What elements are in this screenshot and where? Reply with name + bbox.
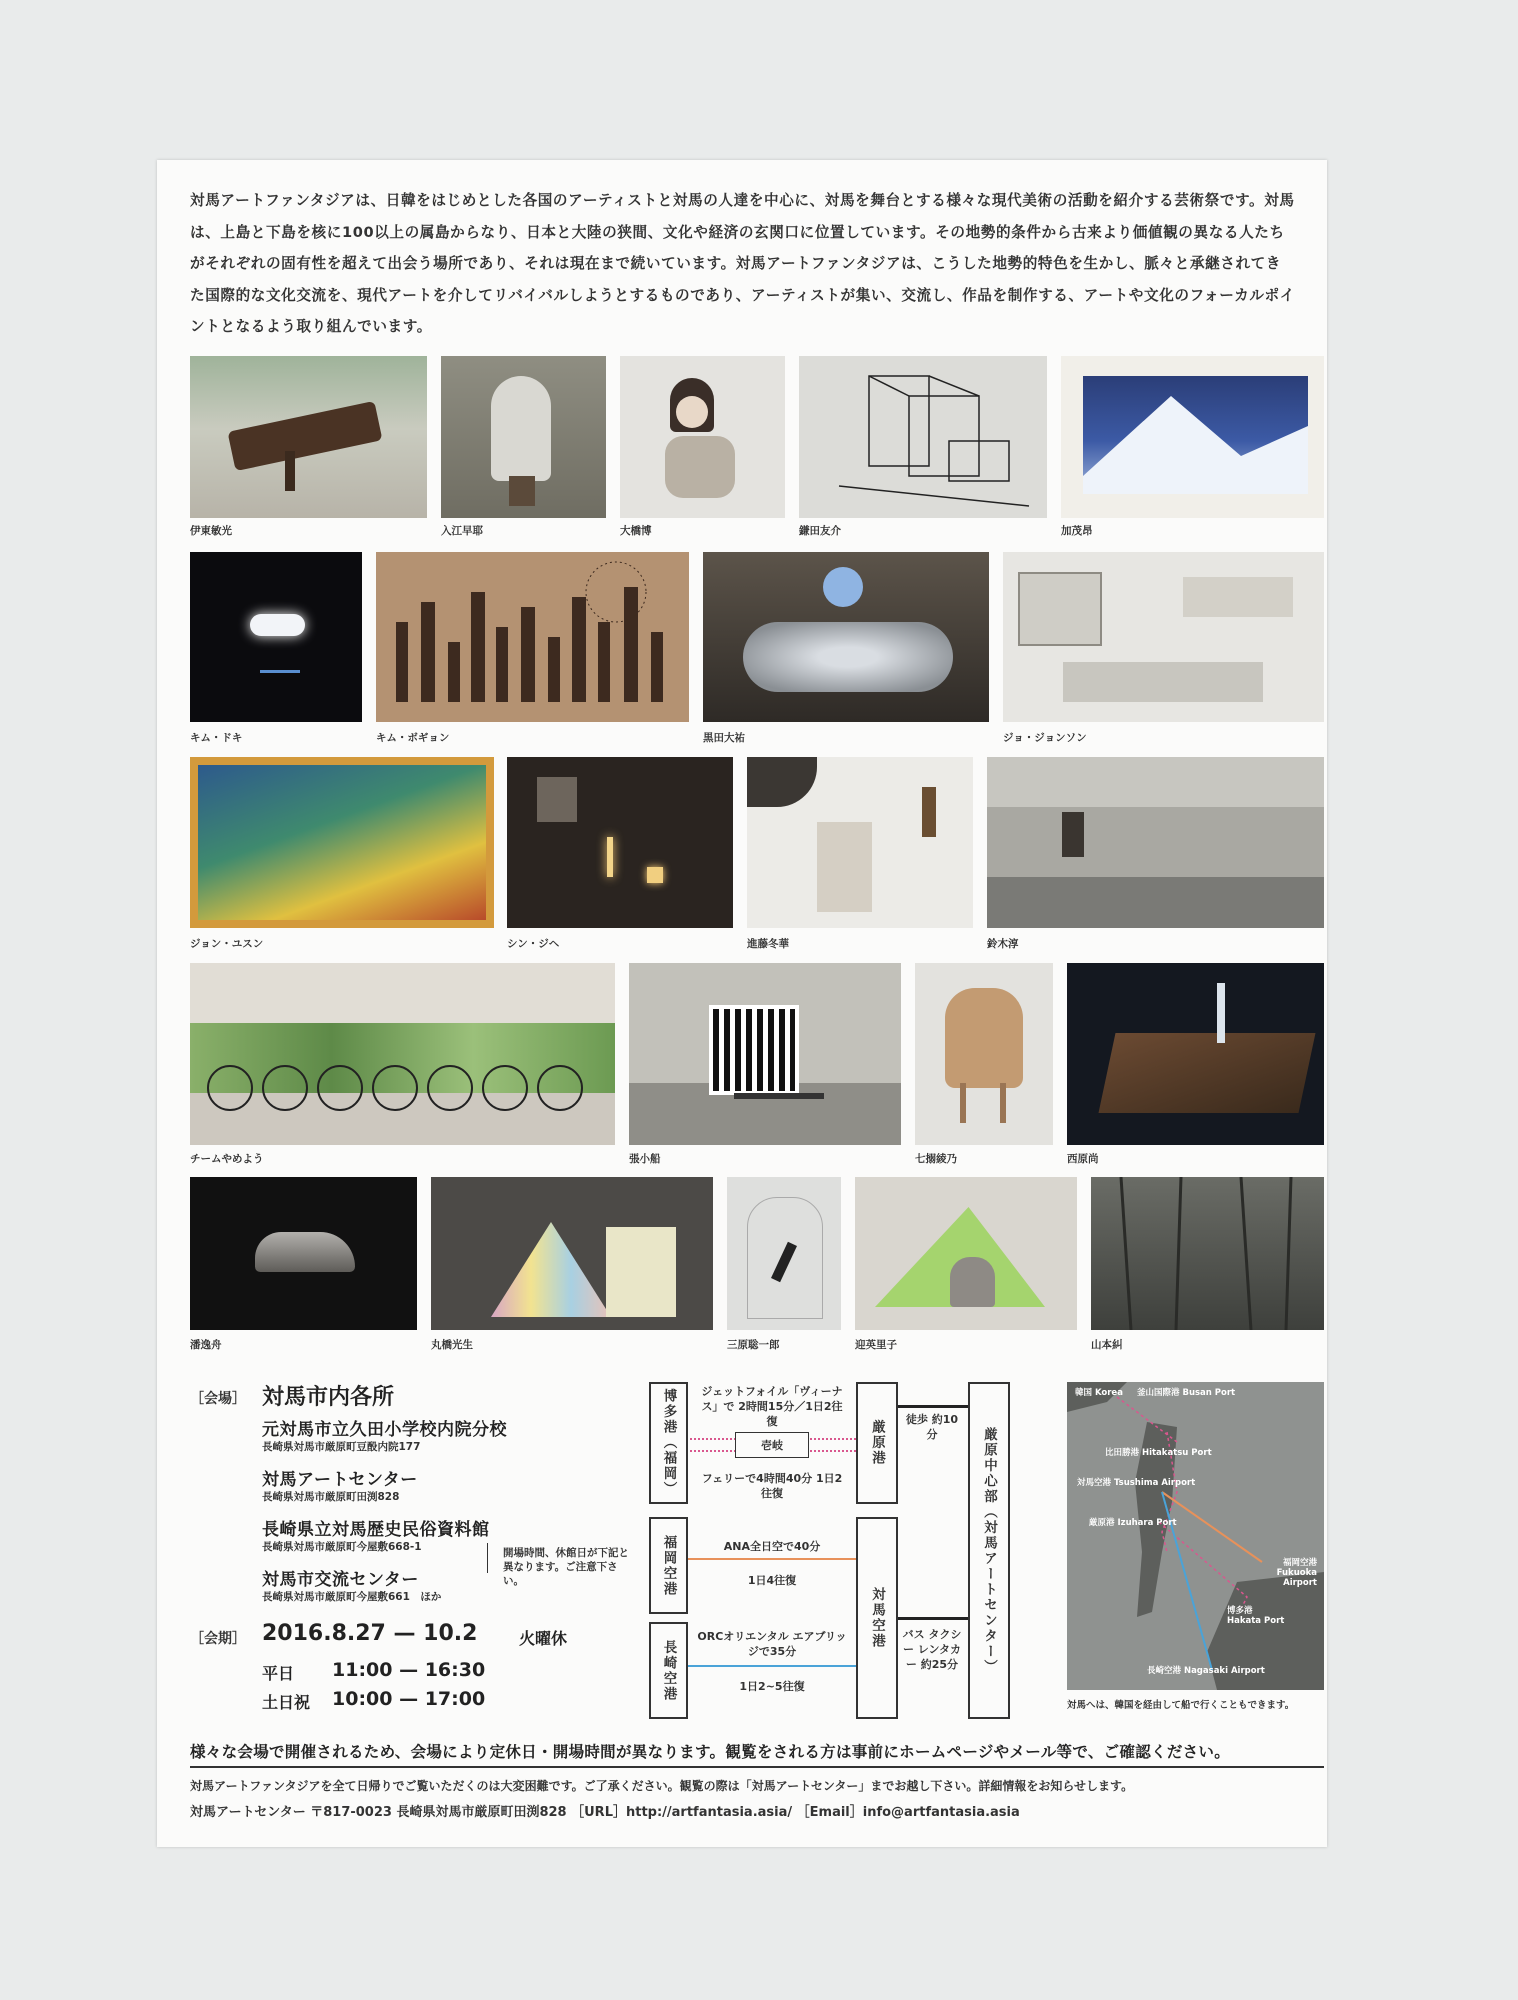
holiday-hours: 10:00 — 17:00 — [332, 1688, 486, 1710]
period-label: ［会期］ — [190, 1631, 246, 1647]
artist-caption: 潘逸舟 — [190, 1339, 222, 1351]
artwork-photo — [703, 552, 989, 722]
weekday-label: 平日 — [262, 1664, 295, 1683]
artist-caption: 伊東敏光 — [190, 525, 232, 537]
artist-caption: キム・ドキ — [190, 732, 243, 744]
jetfoil-info: ジェットフォイル「ヴィーナス」で 2時間15分／1日2往復 — [701, 1385, 843, 1428]
artwork-photo — [190, 552, 362, 722]
izuhara-center-box: 厳原中心部（対馬アートセンター） — [968, 1382, 1010, 1719]
fukuoka-airport-box: 福岡空港 — [649, 1517, 688, 1614]
period-dates: 2016.8.27 — 10.2 — [262, 1621, 478, 1646]
artwork-photo — [376, 552, 689, 722]
orc-frequency: 1日2~5往復 — [739, 1680, 805, 1693]
artwork-photo — [1067, 963, 1324, 1145]
artwork-photo — [855, 1177, 1077, 1330]
artist-caption: 黒田大祐 — [703, 732, 745, 744]
divider — [190, 1766, 1324, 1768]
venue-address: 長崎県対馬市厳原町田渕828 — [262, 1491, 400, 1503]
artist-caption: キム・ボギョン — [376, 732, 450, 744]
artist-caption: ジョン・ユスン — [190, 938, 264, 950]
iki-island-box: 壱岐 — [735, 1432, 809, 1458]
artwork-photo — [190, 963, 615, 1145]
access-map — [1067, 1382, 1324, 1690]
map-label-tsushima-airport: 対馬空港 Tsushima Airport — [1077, 1478, 1196, 1488]
artwork-photo — [441, 356, 606, 518]
artist-caption: 加茂昂 — [1061, 525, 1093, 537]
artist-caption: 七搦綾乃 — [915, 1153, 957, 1165]
tsushima-airport-box: 対馬空港 — [856, 1517, 898, 1719]
venue-address: 長崎県対馬市厳原町今屋敷661 ほか — [262, 1591, 442, 1603]
artist-caption: ジョ・ジョンソン — [1003, 732, 1087, 744]
artwork-photo — [987, 757, 1324, 928]
map-label-korea: 韓国 Korea — [1075, 1388, 1123, 1398]
venue-address: 長崎県対馬市厳原町今屋敷668-1 — [262, 1541, 422, 1553]
artist-caption: 鎌田友介 — [799, 525, 841, 537]
artist-caption: 三原聡一郎 — [727, 1339, 780, 1351]
footer-note: 対馬アートファンタジアを全て日帰りでご覧いただくのは大変困難です。ご了承ください。観覧の際は「対馬アートセンター」までお越し下さい。詳細情報をお知らせします。 — [190, 1779, 1134, 1793]
artwork-photo — [629, 963, 901, 1145]
artist-caption: 丸橋光生 — [431, 1339, 473, 1351]
venue-bracket — [477, 1543, 488, 1573]
ferry-info: フェリーで4時間40分 1日2往復 — [701, 1472, 843, 1500]
artwork-photo — [431, 1177, 713, 1330]
venue-address: 長崎県対馬市厳原町豆酘内院177 — [262, 1441, 421, 1453]
artwork-photo — [1091, 1177, 1324, 1330]
artwork-photo — [190, 757, 494, 928]
intro-text: 対馬アートファンタジアは、日韓をはじめとした各国のアーティストと対馬の人達を中心に、対馬を舞台とする様々な現代美術の活動を紹介する芸術祭です。対馬は、上島と下島を核に100以上の属島からなり、日本と大陸の狭間、文化や経済の玄関口に位置しています。その地勢的条件から古来より価値観の異なる人たちがそれぞれの固有性を超えて出会う場所であり、それは現在まで続いています。対馬アートファンタジアは、こうした地勢的特色を生かし、脈々と承継されてきた国際的な文化交流を、現代アートを介してリバイバルしようとするものであり、アーティストが集い、交流し、作品を制作する、アートや文化のフォーカルポイントとなるよう取り組んでいます。 — [190, 192, 1295, 335]
orc-route-line — [686, 1665, 856, 1667]
venue-name: 対馬市交流センター — [262, 1570, 419, 1590]
nagasaki-airport-box: 長崎空港 — [649, 1622, 688, 1719]
venue-name: 対馬アートセンター — [262, 1470, 418, 1490]
artist-caption: 大橋博 — [620, 525, 652, 537]
venue-name: 長崎県立対馬歴史民俗資料館 — [262, 1520, 490, 1540]
artwork-photo — [799, 356, 1047, 518]
artwork-photo — [1061, 356, 1324, 518]
artwork-photo — [620, 356, 785, 518]
artwork-photo — [747, 757, 973, 928]
holiday-label: 土日祝 — [262, 1693, 311, 1712]
walk-route-line — [896, 1405, 968, 1408]
map-label-busan: 釜山国際港 Busan Port — [1137, 1388, 1236, 1398]
ana-info: ANA全日空で40分 — [723, 1540, 821, 1553]
weekday-hours: 11:00 — 16:30 — [332, 1659, 486, 1681]
bus-info: バス タクシー レンタカー 約25分 — [902, 1628, 962, 1671]
map-label-izuhara: 厳原港 Izuhara Port — [1089, 1518, 1177, 1528]
map-label-hitakatsu: 比田勝港 Hitakatsu Port — [1105, 1448, 1212, 1458]
footer-contact: 対馬アートセンター 〒817-0023 長崎県対馬市厳原町田渕828 ［URL］http://artfantasia.asia/ ［Email］info@artfantasia.asia — [190, 1805, 1020, 1820]
artwork-photo — [1003, 552, 1324, 722]
closed-day: 火曜休 — [519, 1629, 568, 1648]
hakata-port-box: 博多港（福岡） — [649, 1382, 688, 1504]
artwork-photo — [190, 356, 427, 518]
notice-text: 様々な会場で開催されるため、会場により定休日・開場時間が異なります。観覧をされる方は事前にホームページやメール等で、ご確認ください。 — [190, 1743, 1231, 1761]
map-caption: 対馬へは、韓国を経由して船で行くこともできます。 — [1067, 1700, 1295, 1711]
venue-name: 元対馬市立久田小学校内院分校 — [262, 1420, 507, 1440]
artwork-photo — [727, 1177, 841, 1330]
artist-caption: 入江早耶 — [441, 525, 483, 537]
artist-caption: シン・ジヘ — [507, 938, 560, 950]
artist-caption: 迎英里子 — [855, 1339, 897, 1351]
artist-caption: 張小船 — [629, 1153, 661, 1165]
venue-label: ［会場］ — [190, 1391, 246, 1407]
artwork-photo — [190, 1177, 417, 1330]
artist-caption: 進藤冬華 — [747, 938, 789, 950]
artwork-photo — [507, 757, 733, 928]
artist-caption: 鈴木淳 — [987, 938, 1019, 950]
artwork-photo — [915, 963, 1053, 1145]
walk-info: 徒歩 約10分 — [905, 1413, 959, 1441]
flyer-sheet — [157, 160, 1327, 1847]
venue-title: 対馬市内各所 — [262, 1385, 395, 1410]
artist-caption: 山本糾 — [1091, 1339, 1123, 1351]
map-label-fukuoka: 福岡空港 Fukuoka Airport — [1276, 1558, 1317, 1588]
map-label-nagasaki: 長崎空港 Nagasaki Airport — [1147, 1666, 1265, 1676]
ana-frequency: 1日4往復 — [747, 1574, 797, 1587]
venue-note: 開場時間、休館日が下記と異なります。ご注意下さい。 — [503, 1547, 629, 1587]
artist-caption: チームやめよう — [190, 1153, 264, 1165]
ana-route-line — [686, 1558, 856, 1560]
izuhara-port-box: 厳原港 — [856, 1382, 898, 1504]
artist-caption: 西原尚 — [1067, 1153, 1099, 1165]
bus-route-line — [896, 1617, 968, 1620]
orc-info: ORCオリエンタル エアブリッジで35分 — [697, 1630, 847, 1658]
map-label-hakata: 博多港 Hakata Port — [1227, 1606, 1285, 1626]
